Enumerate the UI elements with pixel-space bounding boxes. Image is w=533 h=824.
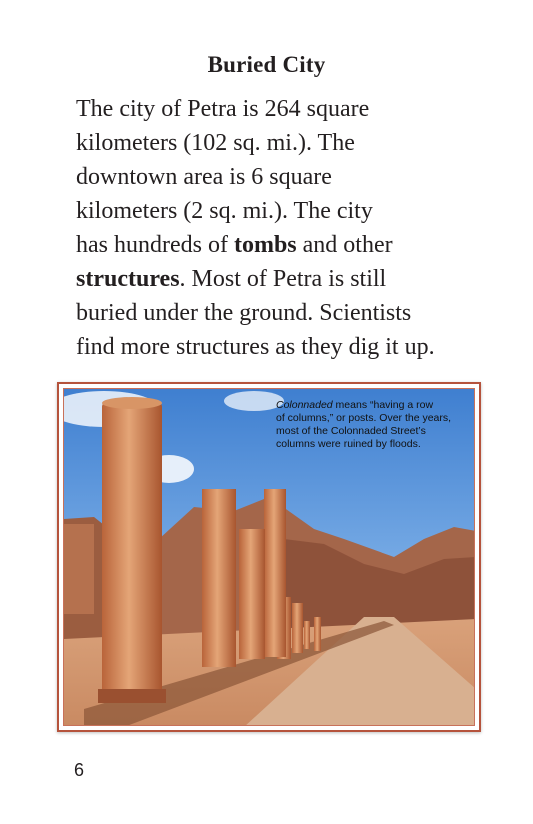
body-line: find more structures as they dig it up. <box>76 334 435 360</box>
body-line: kilometers (2 sq. mi.). The city <box>76 198 373 224</box>
body-line: structures. Most of Petra is still <box>76 266 387 292</box>
body-line: The city of Petra is 264 square <box>76 96 370 122</box>
petra-columns-photo <box>63 388 475 726</box>
body-paragraph <box>76 92 496 364</box>
page-title: Buried City <box>207 52 326 77</box>
vocab-word-structures: structures <box>76 266 180 292</box>
body-line: downtown area is 6 square <box>76 164 332 190</box>
vocab-word-tombs: tombs <box>233 232 297 258</box>
page-number: 6 <box>74 760 85 780</box>
body-line: kilometers (102 sq. mi.). The <box>76 130 355 156</box>
photo-caption: Colonnaded means “having a row of columns,” or posts. Over the years, most of the Colonnaded Street’s columns were ruined by floods. <box>276 399 452 450</box>
body-line: has hundreds of tombs and other <box>76 232 393 258</box>
body-line: buried under the ground. Scientists <box>76 300 412 326</box>
photo-frame <box>57 382 481 732</box>
